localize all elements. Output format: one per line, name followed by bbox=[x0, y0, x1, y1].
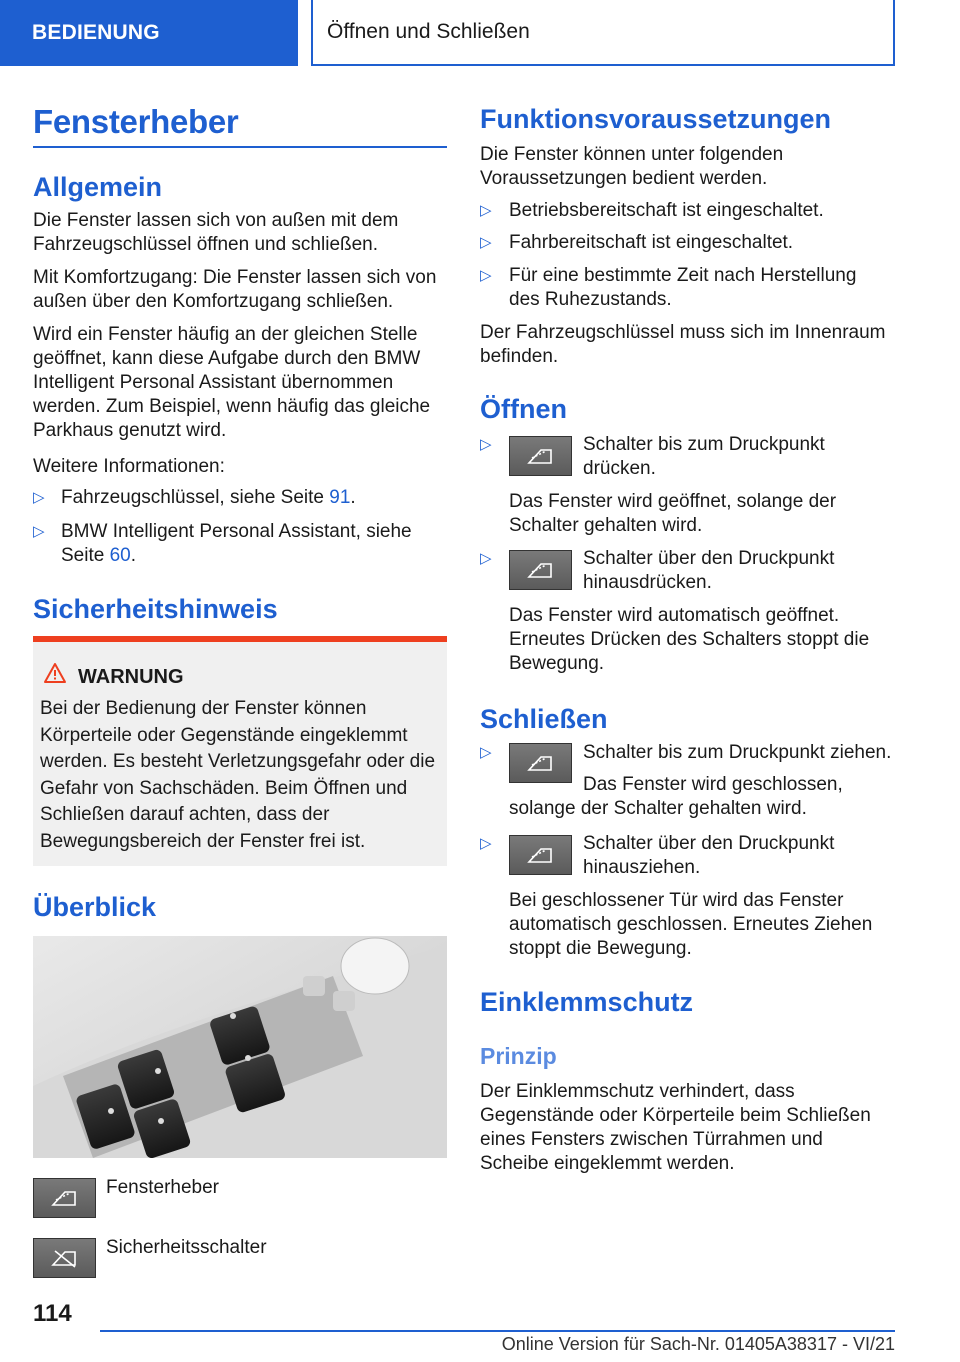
title-rule bbox=[33, 146, 447, 148]
page-number: 114 bbox=[33, 1300, 72, 1327]
warning-icon bbox=[43, 662, 67, 684]
step-text: Schalter über den Druckpunkt hinausziehen. bbox=[583, 833, 835, 878]
allgemein-p3: Wird ein Fenster häufig an der gleichen Stelle geöffnet, kann diese Aufgabe durch den BMW Intelligent Personal Assistant übernommen werden. Zum Beispiel, wenn häufig das gleiche Parkhaus genutzt wird. bbox=[33, 324, 431, 441]
funktion-p2: Der Fahrzeugschlüssel muss sich im Innenraum befinden. bbox=[480, 322, 886, 367]
warning-title: WARNUNG bbox=[78, 666, 184, 688]
heading-sicherheitshinweis: Sicherheitshinweis bbox=[33, 594, 278, 624]
warning-box bbox=[33, 636, 447, 866]
bullet-icon: ▷ bbox=[480, 550, 492, 567]
footer-version: Online Version für Sach-Nr. 01405A38317 - VI/21 bbox=[501, 1334, 895, 1354]
window-switch-icon bbox=[33, 1178, 96, 1218]
step-description: Das Fenster wird geschlossen, solange der Schalter gehalten wird. bbox=[509, 774, 843, 819]
heading-oeffnen: Öffnen bbox=[480, 394, 567, 424]
allgemein-p2: Mit Komfortzugang: Die Fenster lassen sich von außen über den Komfortzugang schließen. bbox=[33, 267, 437, 312]
allgemein-p1: Die Fenster lassen sich von außen mit dem Fahrzeugschlüssel öffnen und schließen. bbox=[33, 210, 399, 255]
bullet-icon: ▷ bbox=[33, 523, 45, 540]
allgemein-p4: Weitere Informationen: bbox=[33, 456, 225, 477]
bullet-icon: ▷ bbox=[480, 267, 492, 284]
bullet-icon: ▷ bbox=[480, 436, 492, 453]
einklemm-p1: Der Einklemmschutz verhindert, dass Gegenstände oder Körperteile beim Schließen eines Fensters zwischen Türrahmen und Scheibe eingeklemmt werden. bbox=[480, 1081, 871, 1174]
section-tab[interactable]: BEDIENUNG bbox=[0, 0, 298, 66]
window-switch-icon bbox=[509, 835, 572, 875]
heading-schliessen: Schließen bbox=[480, 704, 608, 734]
legend-label: Sicherheitsschalter bbox=[106, 1237, 267, 1258]
step-text: Schalter bis zum Druckpunkt drücken. bbox=[583, 434, 825, 479]
step-text: Schalter über den Druckpunkt hinausdrücken. bbox=[583, 548, 835, 593]
page-title: Fensterheber bbox=[33, 103, 239, 140]
list-item: Fahrbereitschaft ist eingeschaltet. bbox=[509, 232, 794, 253]
bullet-icon: ▷ bbox=[33, 489, 45, 506]
page-link[interactable]: 60 bbox=[109, 545, 131, 566]
heading-allgemein: Allgemein bbox=[33, 172, 163, 202]
heading-funktionsvoraussetzungen: Funktionsvoraussetzungen bbox=[480, 104, 832, 134]
bullet-icon: ▷ bbox=[480, 744, 492, 761]
bullet-icon: ▷ bbox=[480, 835, 492, 852]
step-description: Das Fenster wird geöffnet, solange der Schalter gehalten wird. bbox=[509, 491, 837, 536]
bullet-icon: ▷ bbox=[480, 202, 492, 219]
list-item: Fahrzeugschlüssel, siehe Seite 91. bbox=[61, 487, 356, 508]
subheading-prinzip: Prinzip bbox=[480, 1043, 557, 1069]
window-switch-photo bbox=[33, 936, 447, 1158]
step-text: Schalter bis zum Druckpunkt ziehen. bbox=[583, 742, 892, 763]
chapter-tab[interactable]: Öffnen und Schließen bbox=[311, 0, 895, 66]
window-switch-icon bbox=[509, 436, 572, 476]
footer-rule bbox=[100, 1330, 895, 1332]
safety-switch-icon bbox=[33, 1238, 96, 1278]
list-item: BMW Intelligent Personal Assistant, siehe Seite 60. bbox=[61, 521, 412, 566]
step-description: Das Fenster wird automatisch geöffnet. Erneutes Drücken des Schalters stoppt die Bewegung. bbox=[509, 605, 870, 674]
legend-label: Fensterheber bbox=[106, 1177, 220, 1198]
heading-ueberblick: Überblick bbox=[33, 892, 157, 922]
funktion-p1: Die Fenster können unter folgenden Voraussetzungen bedient werden. bbox=[480, 144, 784, 189]
bullet-icon: ▷ bbox=[480, 234, 492, 251]
list-item: Für eine bestimmte Zeit nach Herstellung des Ruhezustands. bbox=[509, 265, 857, 310]
list-item: Betriebsbereitschaft ist eingeschaltet. bbox=[509, 200, 824, 221]
warning-bar bbox=[33, 636, 447, 642]
page-link[interactable]: 91 bbox=[329, 487, 351, 508]
window-switch-icon bbox=[509, 550, 572, 590]
heading-einklemmschutz: Einklemmschutz bbox=[480, 987, 694, 1017]
warning-text: Bei der Bedienung der Fenster können Körperteile oder Gegenstände eingeklemmt werden. Es besteht Verletzungsgefahr oder die Gefahr von Sachschäden. Beim Öffnen und Schließen darauf achten, dass der Bewegungsbereich der Fenster frei ist. bbox=[40, 698, 436, 852]
step-description: Bei geschlossener Tür wird das Fenster automatisch geschlossen. Erneutes Ziehen stoppt die Bewegung. bbox=[509, 890, 873, 959]
